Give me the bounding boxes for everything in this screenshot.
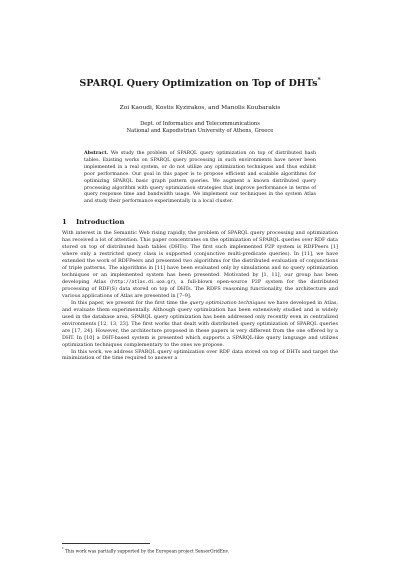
atlas-url-link[interactable]: http://atlas.di.uoa.gr	[112, 279, 173, 285]
intro-paragraph-1	[62, 230, 338, 300]
author-list: Zoi Kaoudi, Kostis Kyzirakos, and Manolis Koubarakis	[119, 105, 281, 111]
intro-paragraph-2-emphasis: query optimization techniques	[189, 300, 266, 307]
footnote-rule	[62, 543, 150, 544]
affiliation-university: National and Kapodistrian University of Athens, Greece	[126, 128, 274, 135]
intro-paragraph-1-part-a: With interest in the Semantic Web rising rapidly, the problem of SPARQL query processing and optimization has received a lot of attention. This paper concentrates on the optimization of SPARQL queries over RDF data stored on top of distributed hash tables (DHTs). The first such implemented P2P system is RDFPeers [1] where only a restricted query class is supported (conjunctive multi-predicate queries). In [11], we have extended the work of RDFPeers and presented two algorithms for the distributed evaluation of conjunctions of triple patterns. The algorithms in [11] have been evaluated only by simulations and no query optimization techniques or an implemented system has been presented. Motivated by [1, 11], our group has been developing Atlas (	[62, 230, 338, 285]
section-heading	[62, 218, 338, 226]
title-footnote-mark: *	[317, 76, 321, 84]
affiliation	[62, 121, 338, 135]
paper-title	[62, 78, 338, 90]
paper-title-text: SPARQL Query Optimization on Top of DHTs	[79, 78, 318, 89]
section-number: 1	[62, 218, 67, 227]
abstract-text: We study the problem of SPARQL query optimization on top of distributed hash tables. Existing works on SPARQL query processing in such environments have never been implemented in a real system, or do not utilize any optimization techniques and thus exhibit poor performance. Our goal in this paper is to propose efficient and scalable algorithms for optimizing SPARQL basic graph pattern queries. We augment a known distributed query processing algorithm with query optimization strategies that improve performance in terms of query response time and bandwidth usage. We implement our techniques in the system Atlas and study their performance experimentally in a local cluster.	[84, 151, 316, 205]
footnote-text: This work was partially supported by the European project SensorGridEnv.	[63, 549, 229, 555]
intro-paragraph-2-part-b: we have developed in Atlas, and evaluate them experimentally. Although query optimization has been extensively studied and is widely used in the database area, SPARQL query optimization has been addressed only recently even in centralized environments [12, 13, 23]. The first works that dealt with distributed query optimization of SPARQL queries are [17, 24]. However, the architecture proposed in these papers is very different from the one offered by a DHT. In [10] a DHT-based system is presented which supports a SPARQL-like query language and utilizes optimization techniques complementary to the ones we propose.	[62, 300, 338, 348]
footnote	[62, 543, 338, 555]
footnote-mark: *	[62, 547, 64, 551]
intro-paragraph-1-part-b: ), a full-blown open-source P2P system for the distributed processing of RDF(S) data stored on top of DHTs. The RDFS reasoning functionality, the architecture and various applications of Atlas are presented in [7–9].	[62, 278, 338, 300]
intro-paragraph-2-part-a: In this paper, we present for the first time the	[71, 300, 190, 307]
section-title: Introduction	[76, 218, 125, 227]
intro-paragraph-2	[62, 300, 338, 348]
affiliation-department: Dept. of Informatics and Telecommunications	[140, 121, 260, 127]
abstract-label: Abstract.	[84, 151, 109, 157]
footnote-line	[62, 546, 338, 555]
abstract	[84, 151, 316, 206]
paper-page	[62, 78, 338, 362]
intro-paragraph-3: In this work, we address SPARQL query optimization over RDF data stored on top of DHTs and target the minimization of the time required to answer a	[62, 348, 338, 362]
